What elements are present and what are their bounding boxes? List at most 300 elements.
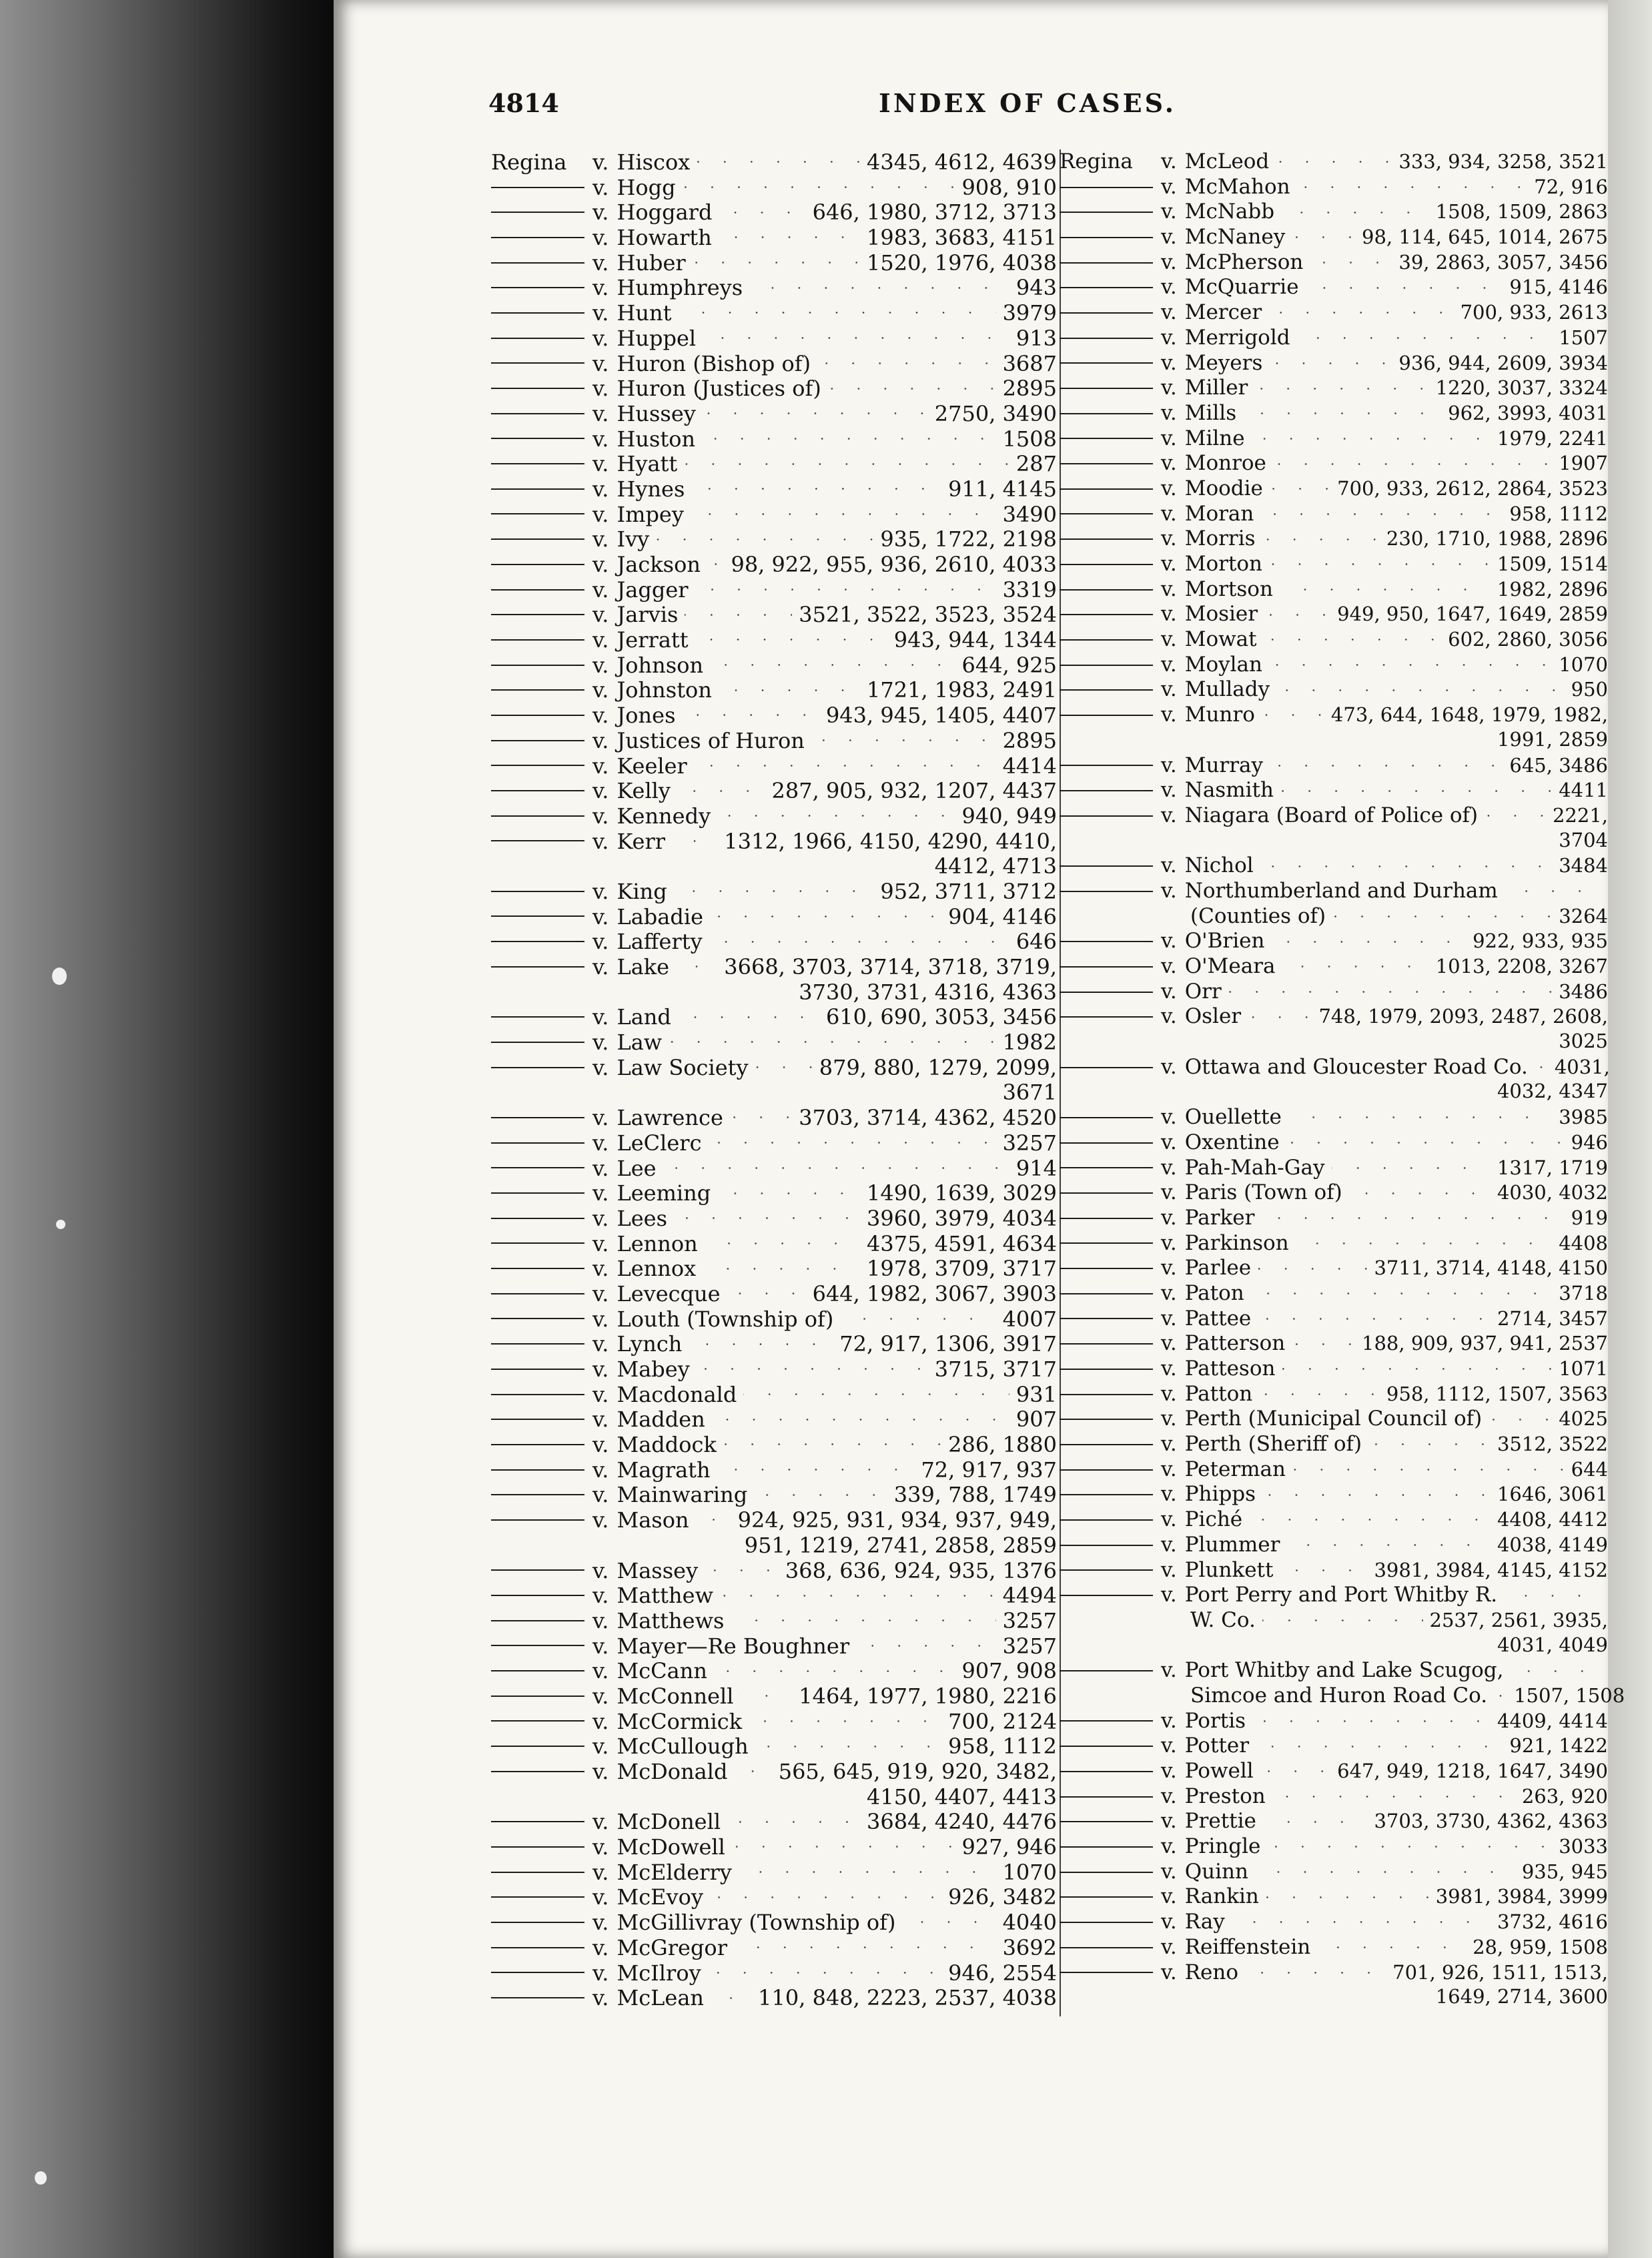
ditto-rule bbox=[491, 1444, 584, 1445]
dot-leader bbox=[696, 1519, 731, 1521]
party-name: McDonald bbox=[616, 1759, 728, 1784]
party-name: McConnell bbox=[616, 1683, 734, 1709]
ditto-rule bbox=[491, 1997, 584, 1998]
versus-label: v. bbox=[592, 1960, 609, 1986]
index-column-right bbox=[1060, 149, 1625, 2010]
dot-leader bbox=[1271, 941, 1466, 943]
versus-label: v. bbox=[1161, 451, 1177, 476]
page-references: 748, 1979, 2093, 2487, 2608, bbox=[1318, 1005, 1608, 1028]
dot-leader bbox=[1269, 563, 1491, 565]
versus-label: v. bbox=[592, 1734, 609, 1760]
page-references: 646 bbox=[1015, 929, 1057, 955]
versus-label: v. bbox=[592, 577, 609, 603]
ditto-rule bbox=[491, 564, 584, 565]
dot-leader bbox=[669, 1041, 995, 1043]
ditto-rule bbox=[491, 338, 584, 339]
page-references: 3960, 3979, 4034 bbox=[867, 1205, 1057, 1231]
ditto-rule bbox=[1060, 1218, 1153, 1219]
dot-leader bbox=[695, 639, 887, 641]
page-references: 1982 bbox=[1002, 1030, 1057, 1056]
versus-label: v. bbox=[592, 225, 609, 251]
ditto-rule bbox=[491, 1343, 584, 1345]
dot-leader bbox=[749, 1720, 941, 1722]
party-name: Hogg bbox=[616, 174, 676, 200]
page-references: 3692 bbox=[1002, 1934, 1057, 1960]
page-references: 3703, 3714, 4362, 4520 bbox=[799, 1105, 1057, 1131]
dot-leader bbox=[811, 739, 996, 741]
ditto-rule bbox=[1060, 438, 1153, 439]
party-name: Lennox bbox=[616, 1256, 697, 1282]
index-entry bbox=[1060, 1180, 1608, 1206]
dot-leader bbox=[676, 966, 717, 968]
index-entry bbox=[1060, 476, 1608, 502]
index-continuation bbox=[1060, 1030, 1608, 1055]
versus-label: v. bbox=[592, 174, 609, 200]
ditto-rule bbox=[1060, 1670, 1153, 1671]
page-references: 3979 bbox=[1002, 300, 1057, 326]
page-references: 951, 1219, 2741, 2858, 2859 bbox=[744, 1532, 1057, 1558]
ditto-rule bbox=[1060, 287, 1153, 288]
dot-leader bbox=[677, 790, 765, 792]
page-references: 3319 bbox=[1002, 577, 1057, 603]
page-references: 4007 bbox=[1002, 1306, 1057, 1332]
dot-leader bbox=[1258, 1318, 1491, 1320]
page-references: 4032, 4347 bbox=[1497, 1080, 1608, 1103]
page-references: 914 bbox=[1015, 1155, 1057, 1181]
dot-leader bbox=[727, 1821, 860, 1823]
ditto-rule bbox=[1060, 1117, 1153, 1118]
page-references: 701, 926, 1511, 1513, bbox=[1392, 1960, 1608, 1984]
versus-label: v. bbox=[592, 1633, 609, 1659]
dot-leader bbox=[1264, 639, 1442, 641]
party-name: McLean bbox=[616, 1985, 705, 2011]
party-name: Reiffenstein bbox=[1184, 1934, 1311, 1959]
versus-label: v. bbox=[592, 1934, 609, 1960]
dot-leader bbox=[674, 1217, 860, 1219]
dot-leader bbox=[1269, 664, 1552, 666]
ditto-rule bbox=[1060, 1872, 1153, 1873]
index-entry bbox=[491, 1960, 1057, 1986]
index-entry bbox=[491, 300, 1057, 326]
index-column-left bbox=[491, 149, 1057, 2010]
page-references: 4414 bbox=[1002, 753, 1057, 779]
versus-label: v. bbox=[1161, 577, 1177, 601]
page-references: 3264 bbox=[1559, 904, 1608, 927]
index-entry bbox=[491, 1432, 1057, 1457]
index-entry bbox=[491, 225, 1057, 250]
dot-leader bbox=[1292, 236, 1355, 238]
page-references: 950 bbox=[1571, 678, 1608, 701]
dot-leader bbox=[683, 714, 819, 716]
versus-label: v. bbox=[592, 703, 609, 729]
index-entry bbox=[1060, 1206, 1608, 1231]
index-entry bbox=[1060, 1256, 1608, 1281]
ditto-rule bbox=[491, 237, 584, 238]
page-references: 3704 bbox=[1559, 828, 1608, 851]
dot-leader bbox=[720, 1595, 996, 1597]
versus-label: v. bbox=[1161, 149, 1177, 173]
dot-leader bbox=[672, 840, 717, 842]
index-entry bbox=[1060, 803, 1608, 829]
dot-leader bbox=[1368, 1443, 1491, 1445]
versus-label: v. bbox=[1161, 1256, 1177, 1280]
index-entry bbox=[1060, 1507, 1608, 1533]
ditto-rule bbox=[1060, 1192, 1153, 1194]
dot-leader bbox=[694, 765, 996, 767]
party-name: McQuarrie bbox=[1184, 275, 1299, 300]
party-name: Mullady bbox=[1184, 677, 1270, 702]
index-entry bbox=[1060, 1382, 1608, 1407]
versus-label: v. bbox=[592, 426, 609, 452]
ditto-rule bbox=[1060, 1343, 1153, 1345]
index-entry bbox=[1060, 980, 1608, 1005]
index-entry bbox=[491, 1105, 1057, 1130]
page-references: 3486 bbox=[1559, 980, 1608, 1003]
index-entry bbox=[1060, 1759, 1608, 1784]
dot-leader bbox=[674, 890, 874, 892]
index-entry bbox=[491, 1834, 1057, 1860]
versus-label: v. bbox=[592, 778, 609, 804]
dot-leader bbox=[1260, 513, 1503, 515]
party-name: Johnston bbox=[616, 677, 712, 703]
versus-label: v. bbox=[1161, 1532, 1177, 1557]
versus-label: v. bbox=[592, 1230, 609, 1256]
page-references: 3671 bbox=[1002, 1080, 1057, 1106]
versus-label: v. bbox=[592, 1030, 609, 1056]
ditto-rule bbox=[491, 1067, 584, 1068]
dot-leader bbox=[828, 388, 996, 390]
versus-label: v. bbox=[592, 1607, 609, 1633]
dot-leader bbox=[710, 915, 941, 917]
versus-label: v. bbox=[1161, 1708, 1177, 1733]
dot-leader bbox=[1306, 287, 1503, 289]
dot-leader bbox=[695, 589, 996, 591]
dot-leader bbox=[656, 538, 873, 540]
page-references: 4030, 4032 bbox=[1497, 1181, 1608, 1204]
page-references: 958, 1112 bbox=[948, 1734, 1057, 1760]
index-entry bbox=[1060, 602, 1608, 627]
versus-label: v. bbox=[1161, 1784, 1177, 1808]
dot-leader bbox=[1263, 1821, 1368, 1823]
index-entry bbox=[491, 149, 1057, 175]
dot-leader bbox=[689, 1343, 833, 1345]
index-entry bbox=[1060, 426, 1608, 452]
page-references: 924, 925, 931, 934, 937, 949, bbox=[737, 1507, 1057, 1533]
party-name: Hynes bbox=[616, 476, 685, 502]
party-name: McCann bbox=[616, 1658, 707, 1684]
ditto-rule bbox=[1060, 488, 1153, 490]
page-references: 943 bbox=[1015, 275, 1057, 301]
versus-label: v. bbox=[592, 1256, 609, 1282]
party-name: Jackson bbox=[616, 552, 701, 577]
page-references: 3981, 3984, 4145, 4152 bbox=[1374, 1558, 1608, 1581]
index-entry bbox=[491, 451, 1057, 476]
dot-leader bbox=[1485, 815, 1546, 817]
ditto-rule bbox=[491, 639, 584, 641]
versus-label: v. bbox=[592, 300, 609, 326]
dot-leader bbox=[703, 412, 928, 414]
scan-right-edge bbox=[1608, 0, 1652, 2258]
page-references: 1991, 2859 bbox=[1497, 727, 1608, 751]
party-name: Huston bbox=[616, 426, 696, 452]
versus-label: v. bbox=[592, 1004, 609, 1030]
index-entry bbox=[491, 829, 1057, 854]
dot-leader bbox=[709, 1142, 996, 1144]
page-references: 952, 3711, 3712 bbox=[880, 878, 1057, 904]
ditto-rule bbox=[1060, 1167, 1153, 1168]
party-name: Perth (Municipal Council of) bbox=[1184, 1407, 1483, 1431]
versus-label: v. bbox=[1161, 1180, 1177, 1205]
page-references: 473, 644, 1648, 1979, 1982, bbox=[1330, 703, 1608, 727]
versus-label: v. bbox=[592, 1407, 609, 1433]
scan-speck bbox=[56, 1220, 65, 1229]
ditto-rule bbox=[1060, 614, 1153, 615]
party-name: Mason bbox=[616, 1507, 689, 1533]
dot-leader bbox=[1296, 1242, 1553, 1244]
dot-leader bbox=[691, 488, 941, 490]
page-references: 287 bbox=[1015, 451, 1057, 477]
page-references: 904, 4146 bbox=[948, 903, 1057, 929]
party-name: Ray bbox=[1184, 1910, 1225, 1934]
index-entry bbox=[1060, 1004, 1608, 1030]
versus-label: v. bbox=[592, 652, 609, 678]
index-entry bbox=[491, 200, 1057, 225]
versus-label: v. bbox=[1161, 275, 1177, 300]
index-entry bbox=[1060, 1231, 1608, 1256]
scan-left-edge bbox=[0, 0, 334, 2258]
versus-label: v. bbox=[592, 1381, 609, 1407]
ditto-rule bbox=[491, 1821, 584, 1822]
page-references: 610, 690, 3053, 3456 bbox=[825, 1004, 1057, 1030]
dot-leader bbox=[717, 1469, 915, 1471]
versus-label: v. bbox=[1161, 1583, 1177, 1607]
index-entry bbox=[491, 376, 1057, 401]
ditto-rule bbox=[1060, 564, 1153, 565]
dot-leader bbox=[1266, 1896, 1429, 1898]
party-name: Jerratt bbox=[616, 627, 689, 653]
party-name: McDonell bbox=[616, 1809, 721, 1835]
page-references: 1312, 1966, 4150, 4290, 4410, bbox=[724, 828, 1057, 854]
versus-label: v. bbox=[1161, 627, 1177, 652]
page-references: 922, 933, 935 bbox=[1473, 929, 1608, 953]
party-name: McGillivray (Township of) bbox=[616, 1910, 896, 1936]
page-references: 913 bbox=[1015, 325, 1057, 351]
index-entry bbox=[491, 1683, 1057, 1709]
index-continuation bbox=[1060, 1080, 1608, 1105]
dot-leader bbox=[1489, 1419, 1552, 1421]
page-references: 940, 949 bbox=[961, 803, 1057, 829]
page-references: 230, 1710, 1988, 2896 bbox=[1386, 527, 1608, 550]
versus-label: v. bbox=[1161, 929, 1177, 954]
index-entry bbox=[491, 250, 1057, 276]
ditto-rule bbox=[491, 362, 584, 364]
page-references: 339, 788, 1749 bbox=[893, 1482, 1057, 1508]
party-name: Matthews bbox=[616, 1607, 725, 1633]
index-entry bbox=[491, 803, 1057, 829]
dot-leader bbox=[840, 1318, 995, 1320]
index-continuation bbox=[1060, 1633, 1608, 1659]
versus-label: v. bbox=[1161, 1834, 1177, 1859]
party-name: Hunt bbox=[616, 300, 672, 326]
versus-label: v. bbox=[592, 602, 609, 628]
versus-label: v. bbox=[1161, 652, 1177, 677]
index-entry bbox=[1060, 653, 1608, 678]
party-name: Lee bbox=[616, 1155, 657, 1181]
versus-label: v. bbox=[592, 1205, 609, 1231]
party-name: Huron (Justices of) bbox=[616, 376, 821, 402]
page-references: 3981, 3984, 3999 bbox=[1435, 1885, 1608, 1908]
page-references: 2750, 3490 bbox=[934, 400, 1057, 426]
ditto-rule bbox=[1060, 1569, 1153, 1571]
page-references: 1071 bbox=[1559, 1357, 1608, 1380]
ditto-rule bbox=[1060, 262, 1153, 264]
page-references: 4345, 4612, 4639 bbox=[867, 149, 1057, 175]
versus-label: v. bbox=[592, 1180, 609, 1206]
index-entry bbox=[491, 1860, 1057, 1885]
page-references: 700, 2124 bbox=[948, 1708, 1057, 1734]
dot-leader bbox=[685, 614, 792, 616]
index-entry bbox=[1060, 879, 1608, 904]
dot-leader bbox=[1256, 1746, 1503, 1748]
dot-leader bbox=[719, 236, 860, 238]
party-name: Milne bbox=[1184, 426, 1245, 450]
page-references: 1070 bbox=[1559, 653, 1608, 676]
dot-leader bbox=[1504, 1595, 1601, 1597]
page-references: 1464, 1977, 1980, 2216 bbox=[799, 1683, 1057, 1709]
versus-label: v. bbox=[1161, 174, 1177, 199]
versus-label: v. bbox=[1161, 501, 1177, 526]
page-references: 915, 4146 bbox=[1509, 276, 1608, 299]
dot-leader bbox=[731, 1619, 995, 1621]
page-references: 1982, 2896 bbox=[1497, 577, 1608, 601]
party-name: Powell bbox=[1184, 1759, 1254, 1783]
versus-label: v. bbox=[592, 250, 609, 276]
party-name: Portis bbox=[1184, 1708, 1246, 1733]
page-references: 3484 bbox=[1559, 854, 1608, 877]
versus-label: v. bbox=[592, 451, 609, 477]
dot-leader bbox=[707, 563, 724, 565]
dot-leader bbox=[717, 1192, 860, 1194]
dot-leader bbox=[1510, 1670, 1601, 1672]
ditto-rule bbox=[1060, 413, 1153, 414]
index-entry bbox=[1060, 225, 1608, 250]
index-continuation bbox=[491, 1784, 1057, 1810]
index-entry bbox=[491, 627, 1057, 653]
ditto-rule bbox=[491, 1218, 584, 1219]
ditto-rule bbox=[1060, 1494, 1153, 1495]
party-name: Huber bbox=[616, 250, 686, 276]
ditto-rule bbox=[491, 891, 584, 892]
versus-label: v. bbox=[592, 828, 609, 854]
dot-leader bbox=[1255, 1871, 1515, 1873]
index-entry bbox=[491, 476, 1057, 502]
party-name: Lafferty bbox=[616, 929, 703, 955]
index-entry bbox=[1060, 1055, 1608, 1080]
dot-leader bbox=[739, 1871, 996, 1873]
dot-leader bbox=[1264, 614, 1330, 616]
ditto-rule bbox=[1060, 1896, 1153, 1898]
ditto-rule bbox=[1060, 1519, 1153, 1521]
page-references: 943, 944, 1344 bbox=[893, 627, 1057, 653]
ditto-rule bbox=[1060, 538, 1153, 540]
versus-label: v. bbox=[1161, 853, 1177, 878]
party-name: Patton bbox=[1184, 1381, 1253, 1406]
case-prefix: Regina bbox=[491, 149, 567, 175]
party-name: Mayer—Re Boughner bbox=[616, 1633, 850, 1659]
page-references: 2221, bbox=[1552, 803, 1608, 827]
ditto-rule bbox=[1060, 1972, 1153, 1973]
party-name: Paris (Town of) bbox=[1184, 1180, 1342, 1205]
dot-leader bbox=[1349, 1192, 1491, 1194]
party-name: Matthew bbox=[616, 1583, 713, 1609]
dot-leader bbox=[1282, 1368, 1552, 1370]
versus-label: v. bbox=[1161, 677, 1177, 702]
party-name: McDowell bbox=[616, 1834, 725, 1860]
ditto-rule bbox=[491, 1242, 584, 1244]
versus-label: v. bbox=[592, 1583, 609, 1609]
party-name: Keeler bbox=[616, 753, 687, 779]
page-references: 4408 bbox=[1559, 1231, 1608, 1254]
index-entry bbox=[491, 929, 1057, 954]
ditto-rule bbox=[491, 1419, 584, 1420]
party-name: Law Society bbox=[616, 1054, 749, 1080]
party-name: Reno bbox=[1184, 1960, 1239, 1984]
party-name: Humphreys bbox=[616, 275, 743, 301]
ditto-rule bbox=[1060, 1293, 1153, 1294]
index-entry bbox=[1060, 250, 1608, 276]
index-entry bbox=[1060, 351, 1608, 376]
party-name: Howarth bbox=[616, 225, 712, 251]
versus-label: v. bbox=[592, 1557, 609, 1583]
dot-leader bbox=[678, 1016, 819, 1018]
party-name: Potter bbox=[1184, 1734, 1250, 1758]
page-references: 3985 bbox=[1559, 1106, 1608, 1129]
index-entry bbox=[491, 1055, 1057, 1080]
index-entry bbox=[491, 1759, 1057, 1784]
ditto-rule bbox=[1060, 715, 1153, 716]
party-name: Nasmith bbox=[1184, 778, 1274, 803]
ditto-rule bbox=[1060, 338, 1153, 339]
page-references: 879, 880, 1279, 2099, bbox=[819, 1054, 1057, 1080]
party-name: Oxentine bbox=[1184, 1130, 1280, 1154]
page-references: 565, 645, 919, 920, 3482, bbox=[778, 1759, 1057, 1784]
versus-label: v. bbox=[592, 1708, 609, 1734]
index-entry bbox=[491, 1256, 1057, 1281]
versus-label: v. bbox=[592, 878, 609, 904]
ditto-rule bbox=[491, 1167, 584, 1168]
index-entry bbox=[491, 1608, 1057, 1633]
ditto-rule bbox=[1060, 237, 1153, 238]
party-name: Mainwaring bbox=[616, 1482, 748, 1508]
party-name: Kennedy bbox=[616, 803, 711, 829]
index-continuation bbox=[1060, 728, 1608, 753]
dot-leader bbox=[1252, 438, 1491, 440]
page-references: 700, 933, 2612, 2864, 3523 bbox=[1337, 476, 1608, 500]
dot-leader bbox=[1268, 312, 1453, 314]
index-entry bbox=[491, 1935, 1057, 1960]
ditto-rule bbox=[491, 463, 584, 464]
ditto-rule bbox=[491, 1922, 584, 1923]
dot-leader bbox=[708, 1972, 941, 1974]
page-references: 2537, 2561, 3935, bbox=[1429, 1608, 1608, 1631]
ditto-rule bbox=[491, 941, 584, 942]
dot-leader bbox=[749, 287, 1009, 289]
dot-leader bbox=[705, 1242, 860, 1244]
dot-leader bbox=[1310, 262, 1392, 264]
ditto-rule bbox=[491, 1394, 584, 1395]
index-entry bbox=[1060, 1482, 1608, 1507]
page-references: 39, 2863, 3057, 3456 bbox=[1398, 250, 1608, 274]
